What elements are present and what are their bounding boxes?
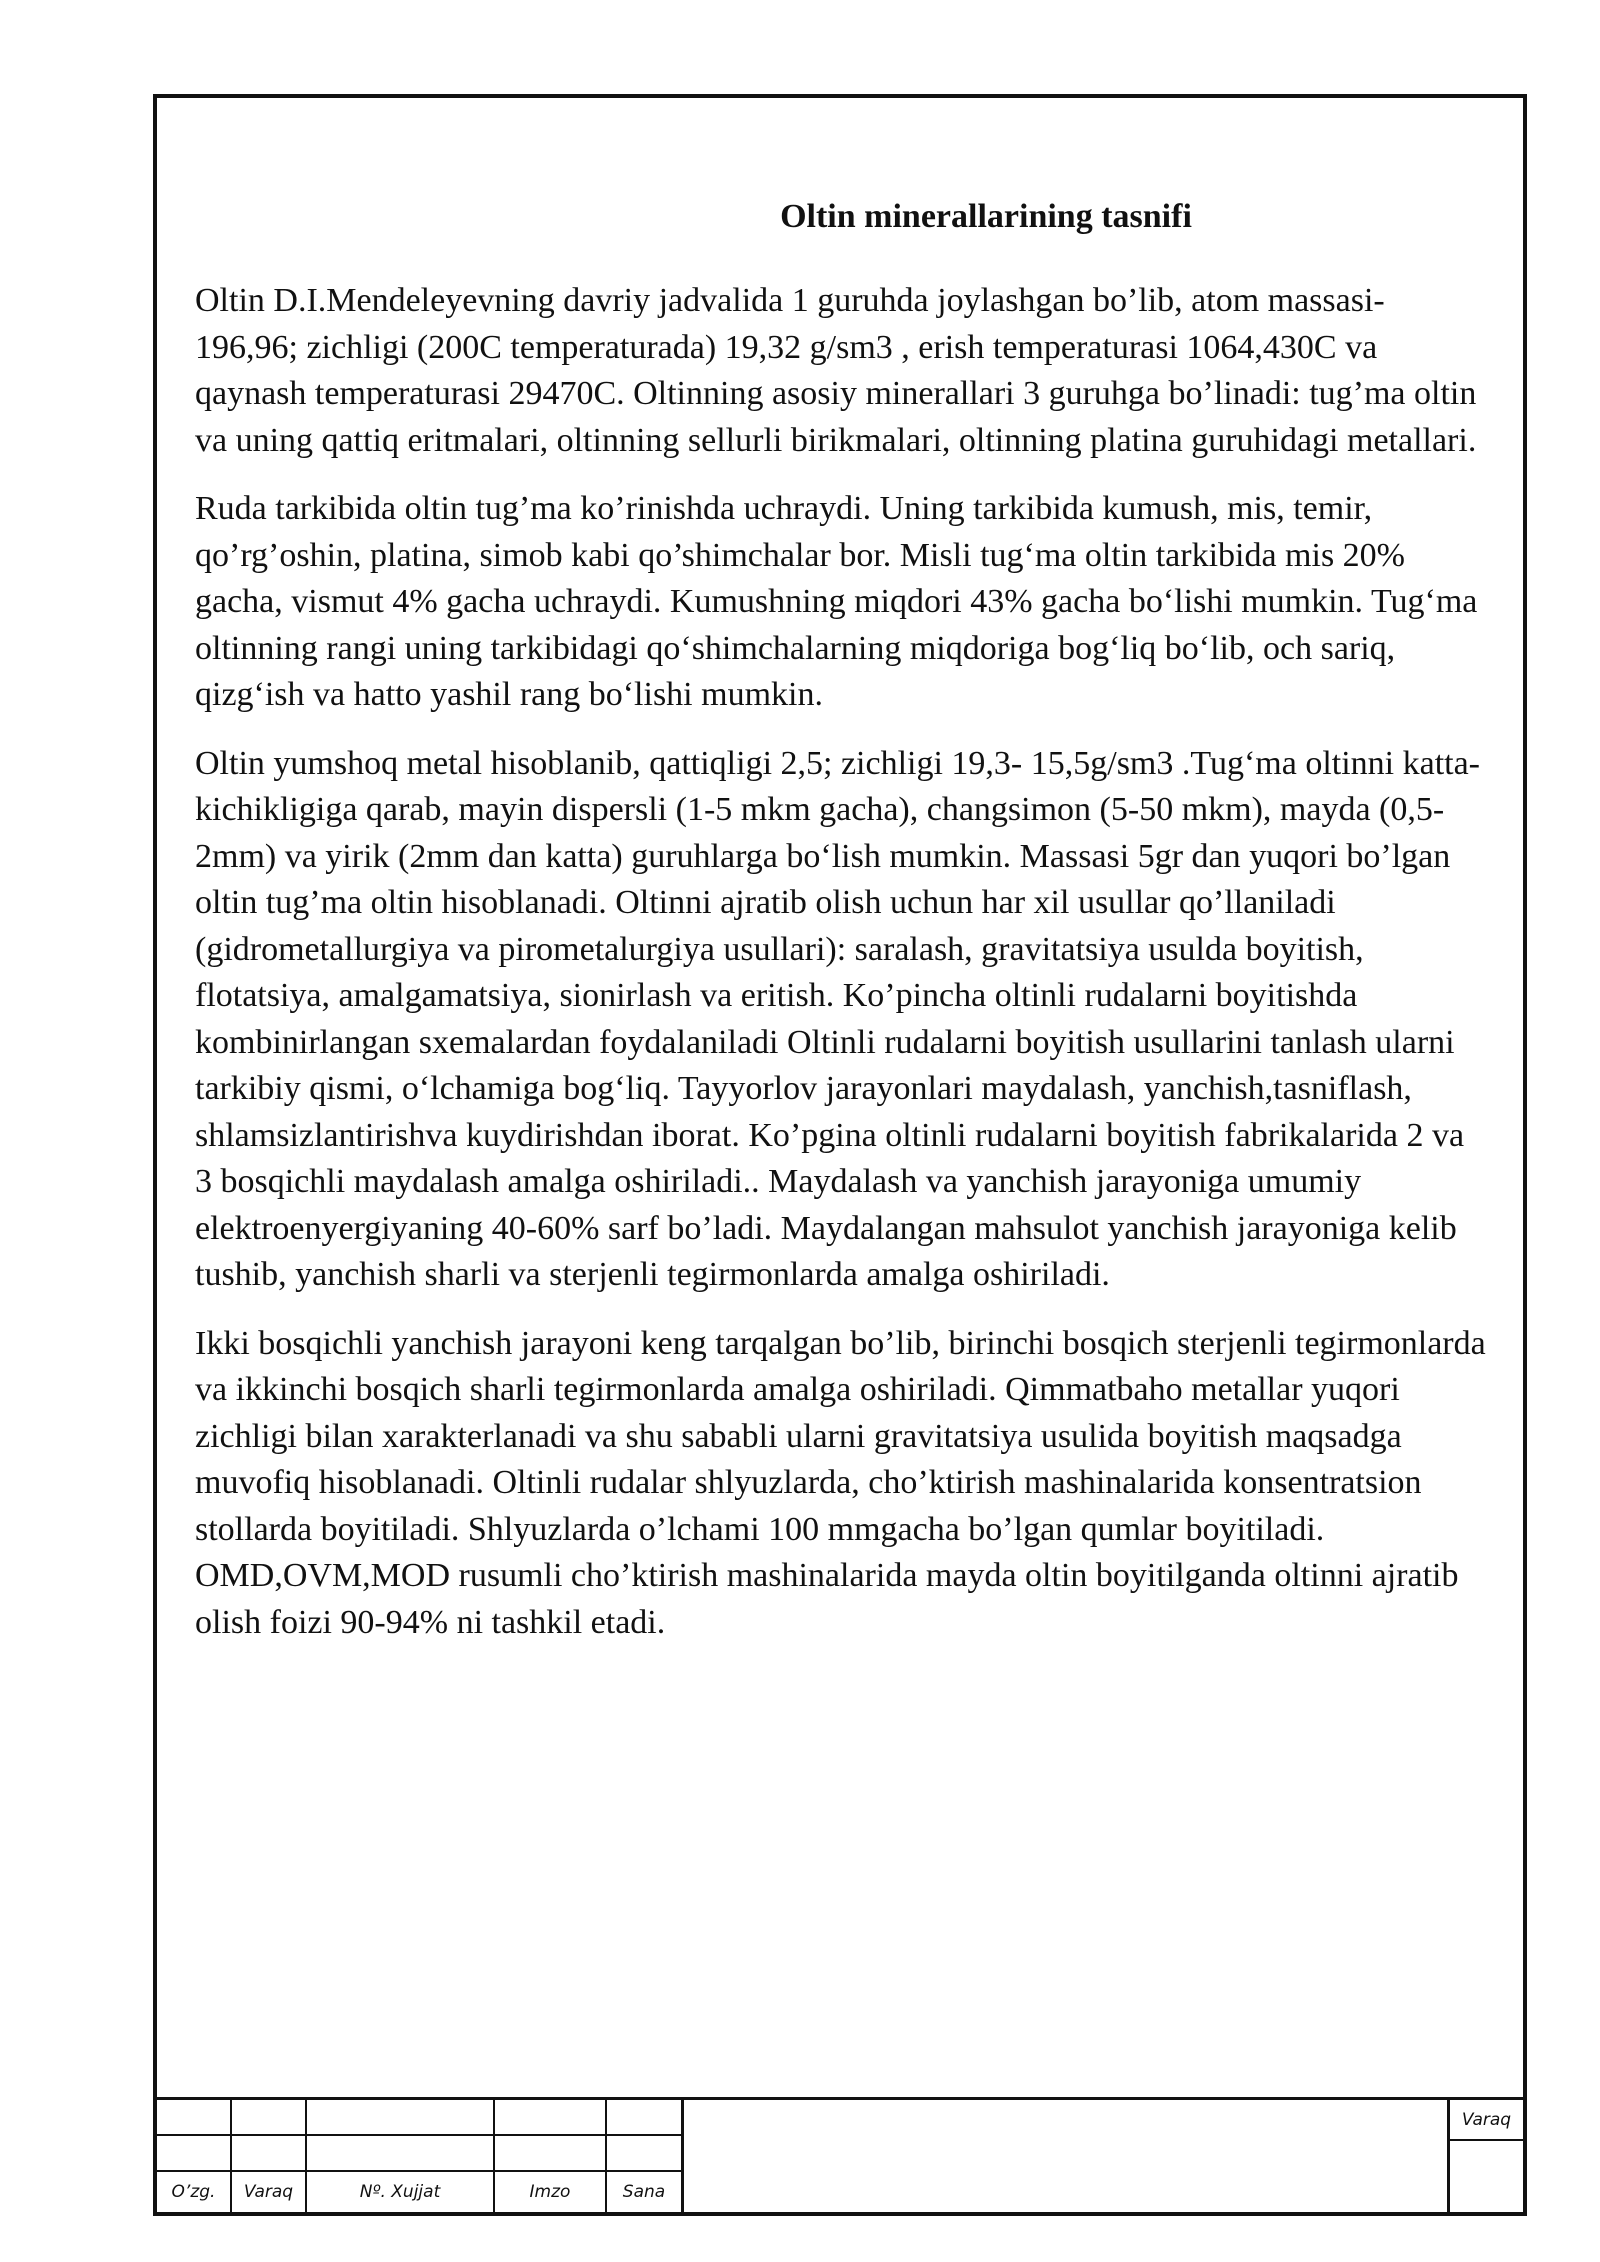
sheet-label: Varaq xyxy=(1450,2100,1523,2141)
stamp-header-change: O’zg. xyxy=(157,2172,232,2212)
page-frame xyxy=(153,94,1527,2216)
stamp-cell xyxy=(232,2100,307,2136)
title-block xyxy=(157,2097,1523,2212)
paragraph-3: Oltin yumshoq metal hisoblanib, qattiqligi 2,5; zichligi 19,3- 15,5g/sm3 .Tug‘ma oltinni katta-kichikligiga qarab, mayin dispersli (1-5 mkm gacha), changsimon (5-50 mkm), mayda (0,5-2mm) va yirik (2mm dan katta) guruhlarga bo‘lish mumkin. Massasi 5gr dan yuqori bo’lgan oltin tug’ma oltin hisoblanadi. Oltinni ajratib olish uchun har xil usullar qo’llaniladi (gidrometallurgiya va pirometalurgiya usullari): saralash, gravitatsiya usulda boyitish, flotatsiya, amalgamatsiya, sionirlash va eritish. Ko’pincha oltinli rudalarni boyitishda kombinirlangan sxemalardan foydalaniladi Oltinli rudalarni boyitish usullarini tanlash ularni tarkibiy qismi, o‘lchamiga bog‘liq. Tayyorlov jarayonlari maydalash, yanchish,tasniflash, shlamsizlantirishva kuydirishdan iborat. Ko’pgina oltinli rudalarni boyitish fabrikalarida 2 va 3 bosqichli maydalash amalga oshiriladi.. Maydalash va yanchish jarayoniga umumiy elektroenyergiyaning 40-60% sarf bo’ladi. Maydalangan mahsulot yanchish jarayoniga kelib tushib, yanchish sharli va sterjenli tegirmonlarda amalga oshiriladi. xyxy=(195,744,1480,1293)
revision-table xyxy=(157,2100,684,2212)
paragraph-4: Ikki bosqichli yanchish jarayoni keng tarqalgan bo’lib, birinchi bosqich sterjenli tegirmonlarda va ikkinchi bosqich sharli tegirmonlarda amalga oshiriladi. Qimmatbaho metallar yuqori zichligi bilan xarakterlanadi va shu sababli ularni gravitatsiya usulida boyitish maqsadga muvofiq hisoblanadi. Oltinli rudalar shlyuzlarda, cho’ktirish mashinalarida konsentratsion stollarda boyitiladi. Shlyuzlarda o’lchami 100 mmgacha bo’lgan qumlar boyitiladi. OMD,OVM,MOD rusumli cho’ktirish mashinalarida mayda oltin boyitilganda oltinni ajratib olish foizi 90-94% ni tashkil etadi. xyxy=(195,1324,1486,1641)
paragraph-2: Ruda tarkibida oltin tug’ma ko’rinishda uchraydi. Uning tarkibida kumush, mis, temir, qo’rg’oshin, platina, simob kabi qo’shimchalar bor. Misli tug‘ma oltin tarkibida mis 20% gacha, vismut 4% gacha uchraydi. Kumushning miqdori 43% gacha bo‘lishi mumkin. Tug‘ma oltinning rangi uning tarkibidagi qo‘shimchalarning miqdoriga bog‘liq bo‘lib, och sariq, qizg‘ish va hatto yashil rang bo‘lishi mumkin. xyxy=(195,490,1478,713)
document-body xyxy=(195,196,1487,1668)
stamp-cell xyxy=(607,2136,684,2172)
sheet-number xyxy=(1450,2141,1523,2209)
stamp-cell xyxy=(307,2100,495,2136)
stamp-header-sheet: Varaq xyxy=(232,2172,307,2212)
document-title: Oltin minerallarining tasnifi xyxy=(780,198,1192,235)
stamp-header-document-number: Nº. Xujjat xyxy=(307,2172,495,2212)
stamp-cell xyxy=(495,2136,607,2172)
paragraph-1: Oltin D.I.Mendeleyevning davriy jadvalida 1 guruhda joylashgan bo’lib, atom massasi-196,96; zichligi (200C temperaturada) 19,32 g/sm3 , erish temperaturasi 1064,430C va qaynash temperaturasi 29470C. Oltinning asosiy minerallari 3 guruhga bo’linadi: tug’ma oltin va uning qattiq eritmalari, oltinning sellurli birikmalari, oltinning platina guruhidagi metallari. xyxy=(195,282,1477,459)
stamp-cell xyxy=(157,2136,232,2172)
stamp-cell xyxy=(495,2100,607,2136)
stamp-header-date: Sana xyxy=(607,2172,684,2212)
sheet-number-box xyxy=(1447,2100,1523,2212)
stamp-cell xyxy=(157,2100,232,2136)
stamp-cell xyxy=(232,2136,307,2172)
stamp-header-signature: Imzo xyxy=(495,2172,607,2212)
stamp-cell xyxy=(607,2100,684,2136)
stamp-cell xyxy=(307,2136,495,2172)
